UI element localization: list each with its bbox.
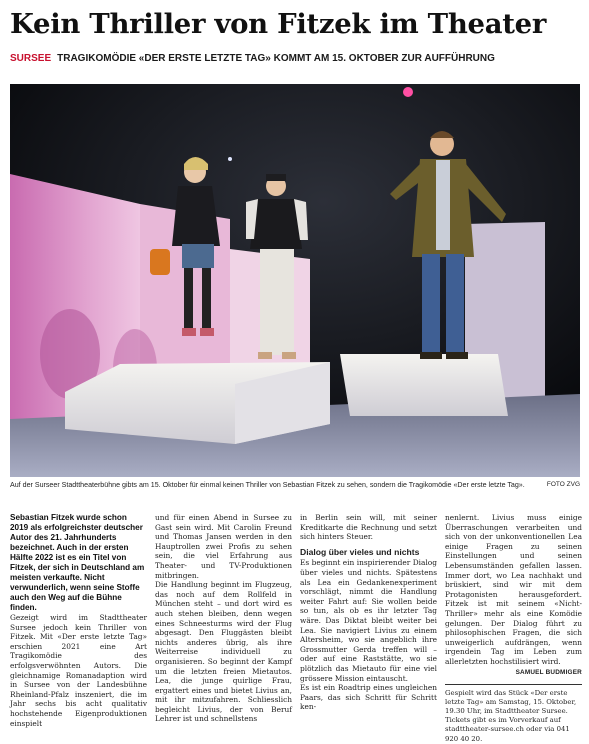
article-paragraph: Es ist ein Roadtrip eines ungleichen Paars, das sich Schritt für Schritt ken- xyxy=(300,683,437,712)
photo-caption: Auf der Surseer Stadttheaterbühne gibts am 15. Oktober für einmal keinen Thriller von Sebastian Fitzek zu sehen, sondern die Tragikomödie «Der erste letzte Tag». xyxy=(10,481,525,489)
article-author: SAMUEL BUDMIGER xyxy=(515,668,582,676)
article-paragraph: Die Handlung beginnt im Flugzeug, das noch auf dem Rollfeld in München steht – und dort wird es auch stehen bleiben, denn wegen eines Schneesturms wird der Flug abgesagt. Den Fluggästen bleibt nichts anderes übrig, als ihre Weiterreise individuell zu organisieren. So beginnt der Kampf um die letzten freien Mietautos. Lea, die junge quirlige Frau, ergattert eines und bietet Livius an, mit ihr mitzufahren. Schliesslich begleicht Livius, der von Beruf Lehrer ist und schnellstens xyxy=(155,580,292,724)
kicker xyxy=(10,53,495,64)
article-subheading: Dialog über vieles und nichts xyxy=(300,546,420,557)
headline: Kein Thriller von Fitzek im Theater xyxy=(10,8,547,40)
article-paragraph: Es beginnt ein inspirierender Dialog über vieles und nichts. Spätestens als Lea ein Gedankenexperiment vorschlägt, nimmt die Handlung weiter Fahrt auf: Sie wollen beide so tun, als ob es ihr letzter Tag wäre. Das Diktat bleibt weiter bei Lea. Sie navigiert Livius zu einem Altersheim, wo sie angeblich ihre Grossmutter Gerda treffen will – oder auf eine Raststätte, wo sie plötzlich das Mietauto für eine viel grössere Mission eintauscht. xyxy=(300,558,437,683)
article-column-4 xyxy=(445,513,582,744)
article-column-1 xyxy=(10,513,147,728)
event-info: Gespielt wird das Stück «Der erste letzte Tag» am Samstag, 15. Oktober, 19.30 Uhr, im Stadttheater Sursee. Tickets gibt es im Vorverkauf auf stadttheater-sursee.ch oder via 041 920 40 20. xyxy=(445,684,582,744)
article-column-2 xyxy=(155,513,292,724)
article-paragraph: Gezeigt wird im Stadttheater Sursee jedoch kein Thriller von Fitzek. Mit «Der erste letzte Tag» erschien 2021 eine Art Tragikomödie des erfolgsverwöhnten Autors. Die gleichnamige Romanadaption wird in Sursee von der Landesbühne Rheinland-Pfalz inszeniert, die im Jahr sechs bis acht qualitativ hochstehende Eigenproduktionen einspielt xyxy=(10,613,147,728)
stage-photo xyxy=(10,84,580,477)
article-column-3 xyxy=(300,513,437,712)
article-lead: Sebastian Fitzek wurde schon 2019 als erfolgreichster deutscher Autor des 21. Jahrhunderts bezeichnet. Auch in der ersten Hälfte 2022 ist es ein Titel von Fitzek, der sich in Deutschland am meisten verkaufte. Nicht verwunderlich, wenn seine Stoffe auch den Weg auf die Bühne finden. xyxy=(10,513,145,612)
article-paragraph: in Berlin sein will, mit seiner Kreditkarte die Rechnung und setzt sich hinters Steuer. xyxy=(300,513,437,542)
photo-credit: FOTO ZVG xyxy=(546,481,580,488)
article-paragraph: nenlernt. Livius muss einige Überraschungen verarbeiten und sich von der unkonventionellen Lea einige Fragen zu seinen Einstellungen und seinen Lebensumständen gefallen lassen. Immer dort, wo Lea nachhakt und brüskiert, sind wir mit dem Protagonisten herausgefordert. Fitzek ist mit seinem «Nicht-Thriller» mehr als eine Komödie gelungen. Der Dialog führt zu philosophischen Fragen, die sich unweigerlich aufdrängen, wenn irgendein Tag im Leben zum allerletzten hochstilisiert wird. xyxy=(445,513,582,666)
kicker-text: TRAGIKOMÖDIE «DER ERSTE LETZTE TAG» KOMMT AM 15. OKTOBER ZUR AUFFÜHRUNG xyxy=(57,53,495,64)
article-paragraph: und für einen Abend in Sursee zu Gast sein wird. Mit Carolin Freund und Thomas Jansen werden in den Hauptrollen zwei Profis zu sehen sein, die viel Erfahrung aus Theater- und TV-Produktionen mitbringen. xyxy=(155,513,292,580)
kicker-location: SURSEE xyxy=(10,53,52,64)
